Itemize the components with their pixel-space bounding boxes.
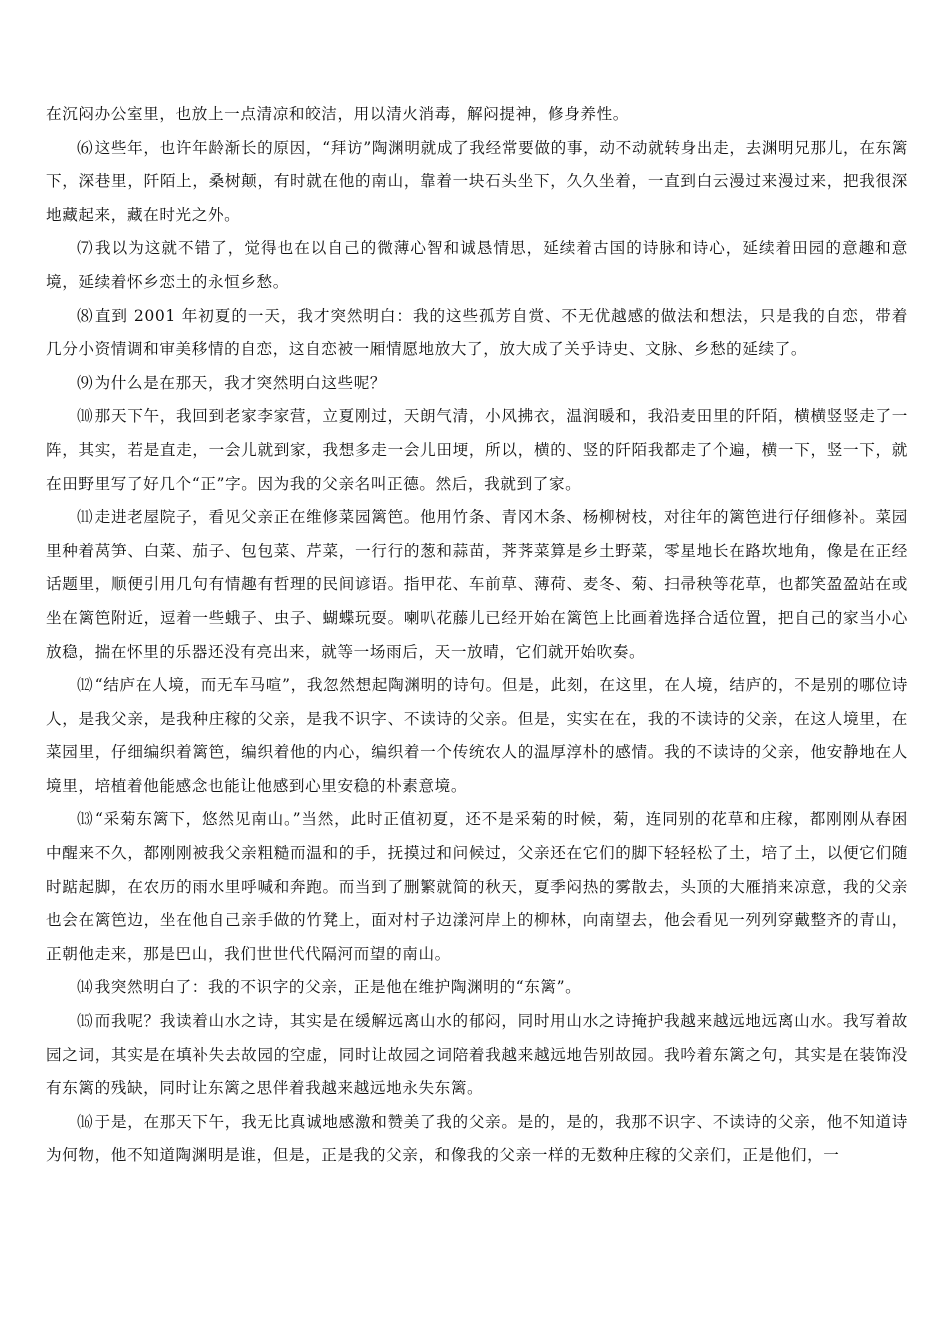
paragraph-9 bbox=[46, 367, 908, 401]
paragraph-12 bbox=[46, 669, 908, 803]
paragraph-number: ⒀ bbox=[77, 810, 93, 829]
paragraph-text: 而我呢？我读着山水之诗，其实是在缓解远离山水的郁闷，同时用山水之诗掩护我越来越远地远离山水。我写着故园之词，其实是在填补失去故园的空虚，同时让故园之词陪着我越来越远地告别故园。我吟着东篱之句，其实是在装饰没有东篱的残缺，同时让东篱之思伴着我越来越远地永失东篱。 bbox=[46, 1012, 908, 1098]
paragraph-7 bbox=[46, 232, 908, 299]
paragraph-text: 于是，在那天下午，我无比真诚地感激和赞美了我的父亲。是的，是的，我那不识字、不读诗的父亲，他不知道诗为何物，他不知道陶渊明是谁，但是，正是我的父亲，和像我的父亲一样的无数种庄稼的父亲们，正是他们，一 bbox=[46, 1112, 908, 1165]
paragraph-text: 那天下午，我回到老家李家营，立夏刚过，天朗气清，小风拂衣，温润暖和，我沿麦田里的阡陌，横横竖竖走了一阵，其实，若是直走，一会儿就到家，我想多走一会儿田埂，所以，横的、竖的阡陌我都走了个遍，横一下，竖一下，就在田野里写了好几个“正”字。因为我的父亲名叫正德。然后，我就到了家。 bbox=[46, 407, 908, 493]
paragraph-text: 直到 2001 年初夏的一天，我才突然明白：我的这些孤芳自赏、不无优越感的做法和想法，只是我的自恋，带着几分小资情调和审美移情的自恋，这自恋被一厢情愿地放大了，放大成了关乎诗史、文脉、乡愁的延续了。 bbox=[46, 306, 908, 359]
paragraph-number: ⑾ bbox=[77, 508, 93, 527]
paragraph-11 bbox=[46, 501, 908, 669]
paragraph-14 bbox=[46, 971, 908, 1005]
paragraph-number: ⑻ bbox=[77, 306, 93, 325]
paragraph-text: 我以为这就不错了，觉得也在以自己的微薄心智和诚恳情思，延续着古国的诗脉和诗心，延续着田园的意趣和意境，延续着怀乡恋土的永恒乡愁。 bbox=[46, 239, 908, 291]
paragraph-10 bbox=[46, 400, 908, 501]
paragraph-16 bbox=[46, 1106, 908, 1173]
paragraph-number: ⑿ bbox=[77, 676, 93, 695]
paragraph-number: ⑼ bbox=[77, 373, 93, 392]
paragraph-text: 在沉闷办公室里，也放上一点清凉和皎洁，用以清火消毒，解闷提神，修身养性。 bbox=[46, 105, 629, 123]
paragraph-text: 走进老屋院子，看见父亲正在维修菜园篱笆。他用竹条、青冈木条、杨柳树枝，对往年的篱笆进行仔细修补。菜园里种着莴笋、白菜、茄子、包包菜、芹菜，一行行的葱和蒜苗，荠荠菜算是乡土野菜，零星地长在路坎地角，像是在正经话题里，顺便引用几句有情趣有哲理的民间谚语。指甲花、车前草、薄荷、麦冬、菊、扫帚秧等花草，也都笑盈盈站在或坐在篱笆附近，逗着一些蛾子、虫子、蝴蝶玩耍。喇叭花藤儿已经开始在篱笆上比画着选择合适位置，把自己的家当小心放稳，揣在怀里的乐器还没有亮出来，就等一场雨后，天一放晴，它们就开始吹奏。 bbox=[46, 508, 908, 661]
paragraph-8 bbox=[46, 300, 908, 367]
document-body bbox=[46, 98, 908, 1173]
paragraph-text: “结庐在人境，而无车马喧”，我忽然想起陶渊明的诗句。但是，此刻，在这里，在人境，结庐的，不是别的哪位诗人，是我父亲，是我种庄稼的父亲，是我不识字、不读诗的父亲。但是，实实在在，我的不读诗的父亲，在这人境里，在菜园里，仔细编织着篱笆，编织着他的内心，编织着一个传统农人的温厚淳朴的感情。我的不读诗的父亲，他安静地在人境里，培植着他能感念也能让他感到心里安稳的朴素意境。 bbox=[46, 676, 908, 795]
paragraph-number: ⑺ bbox=[77, 239, 93, 258]
paragraph-number: ⒁ bbox=[77, 978, 93, 997]
paragraph-5-continued bbox=[46, 98, 908, 132]
paragraph-text: “采菊东篱下，悠然见南山。”当然，此时正值初夏，还不是采菊的时候，菊，连同别的花草和庄稼，都刚刚从春困中醒来不久，都刚刚被我父亲粗糙而温和的手，抚摸过和问候过，父亲还在它们的脚下轻轻松了土，培了土，以便它们随时踮起脚，在农历的雨水里呼喊和奔跑。而当到了删繁就简的秋天，夏季闷热的雾散去，头顶的大雁捎来凉意，我的父亲也会在篱笆边，坐在他自己亲手做的竹凳上，面对村子边漾河岸上的柳林，向南望去，他会看见一列列穿戴整齐的青山，正朝他走来，那是巴山，我们世世代代隔河而望的南山。 bbox=[46, 810, 908, 963]
paragraph-number: ⒃ bbox=[77, 1112, 93, 1131]
paragraph-text: 为什么是在那天，我才突然明白这些呢？ bbox=[94, 373, 387, 392]
paragraph-number: ⑽ bbox=[77, 407, 93, 426]
paragraph-number: ⒂ bbox=[77, 1012, 93, 1031]
paragraph-text: 我突然明白了：我的不识字的父亲，正是他在维护陶渊明的“东篱”。 bbox=[94, 978, 582, 997]
paragraph-text: 这些年，也许年龄渐长的原因，“拜访”陶渊明就成了我经常要做的事，动不动就转身出走，去渊明兄那儿，在东篱下，深巷里，阡陌上，桑树颠，有时就在他的南山，靠着一块石头坐下，久久坐着，一直到白云漫过来漫过来，把我很深地藏起来，藏在时光之外。 bbox=[46, 138, 908, 224]
paragraph-number: ⑹ bbox=[77, 138, 93, 157]
paragraph-6 bbox=[46, 132, 908, 233]
paragraph-15 bbox=[46, 1005, 908, 1106]
paragraph-13 bbox=[46, 803, 908, 971]
